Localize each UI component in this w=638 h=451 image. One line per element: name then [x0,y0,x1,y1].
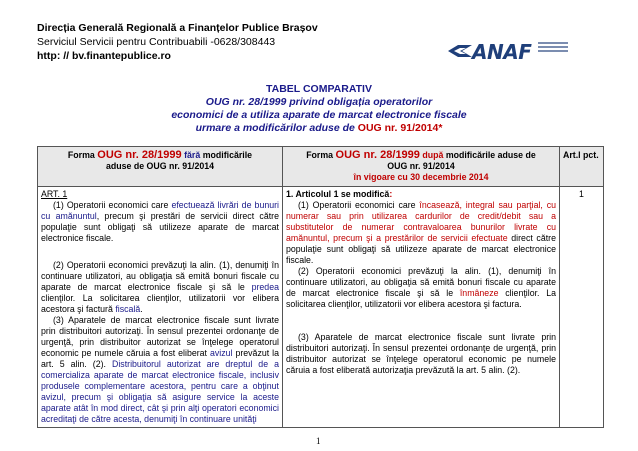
col-header-after: Forma OUG nr. 28/1999 după modificările aduse de OUG nr. 91/2014 în vigoare cu 30 decembrie 2014 [283,147,560,187]
anaf-logo [448,36,568,68]
paragraph-1-before: (1) Operatorii economici care efectuează livrări de bunuri cu amănuntul, precum şi prestări de servicii direct către populaţie sunt obligaţi să utilizeze aparate de marcat electronice fiscale. [41,200,280,243]
anaf-logo-subtitle-lines [538,42,568,58]
article-label-after: 1. Articolul 1 se modifică: [286,189,393,199]
anaf-logo-text: ANAF [472,40,532,64]
paragraph-1-after: (1) Operatorii economici care încasează, integral sau parţial, cu numerar sau prin utilizarea cardurilor de credit/debit sau a substitutelor de numerar contravaloarea bunurilor livrate cu amănuntul, precum şi a prestărilor de servicii efectuate direct către populaţie sunt obligaţi să utilizeze aparate de marcat electronice fiscale. [286,200,556,265]
table-row [38,187,604,428]
office-header [37,21,318,63]
cell-before [38,187,283,428]
anaf-logo-mark-icon [448,44,474,58]
document-subtitle-2: economici de a utiliza aparate de marcat electronice fiscale [171,109,467,121]
cell-after [283,187,560,428]
table-header-row [38,147,604,187]
document-subtitle-3: urmare a modificărilor aduse de OUG nr. 91/2014* [195,122,443,134]
paragraph-3-before: (3) Aparatele de marcat electronice fiscale sunt livrate prin distribuitori autorizaţi. În sensul prezentei ordonanţe de urgenţă, prin distribuitor autorizat se înţelege operatorul economic pe numele căruia a fost eliberat avizul prevăzut la art. 5 alin. (2). Distribuitorul autorizat are dreptul de a comercializa aparate de marcat electronice fiscale, inclusiv produsele complementare acestora, pentru care a obţinut avizul, precum şi obligaţia să asigure service la aceste aparate atât în mod direct, cât şi prin alţi operatori economici acreditaţi de către acesta, denumiţi în continuare unităţi [41,315,279,424]
col-header-before: Forma OUG nr. 28/1999 fără modificările aduse de OUG nr. 91/2014 [38,147,283,187]
page-number: 1 [316,436,321,446]
article-label-before: ART. 1 [41,189,68,199]
cell-article-number: 1 [560,187,604,428]
col-header-article: Art.l pct. [560,147,604,187]
office-website: http: // bv.finantepublice.ro [37,50,171,62]
paragraph-2-after: (2) Operatorii economici prevăzuţi la alin. (1), denumiţi în continuare utilizatori, au obligaţia să emită bonuri fiscale cu aparate de marcat electronice fiscale şi să le înmâneze clienţilor. La solicitarea clienţilor, utilizatorii vor elibera acestora şi factura. [286,266,556,309]
paragraph-3-after: (3) Aparatele de marcat electronice fiscale sunt livrate prin distribuitori autorizaţi. În sensul prezentei ordonanţe de urgenţă, prin distribuitor autorizat se înţelege operatorul economic pe numele căruia a fost eliberată autorizaţia prevăzută la art. 5 alin. (2). [286,332,556,375]
office-name: Direcția Generală Regională a Finanțelor Publice Brașov [37,22,318,34]
comparison-table [37,146,604,428]
paragraph-2-before: (2) Operatorii economici prevăzuţi la alin. (1), denumiţi în continuare utilizatori, au obligaţia să emită bonuri fiscale cu aparate de marcat electronice fiscale şi să le predea clienţilor. La solicitarea clienţilor, utilizatorii vor elibera acestora şi factură fiscală. [41,260,279,314]
office-service: Serviciul Servicii pentru Contribuabili -0628/308443 [37,36,276,48]
document-subtitle-1: OUG nr. 28/1999 privind obligația operatorilor [205,96,433,108]
document-title: TABEL COMPARATIV [266,83,372,95]
